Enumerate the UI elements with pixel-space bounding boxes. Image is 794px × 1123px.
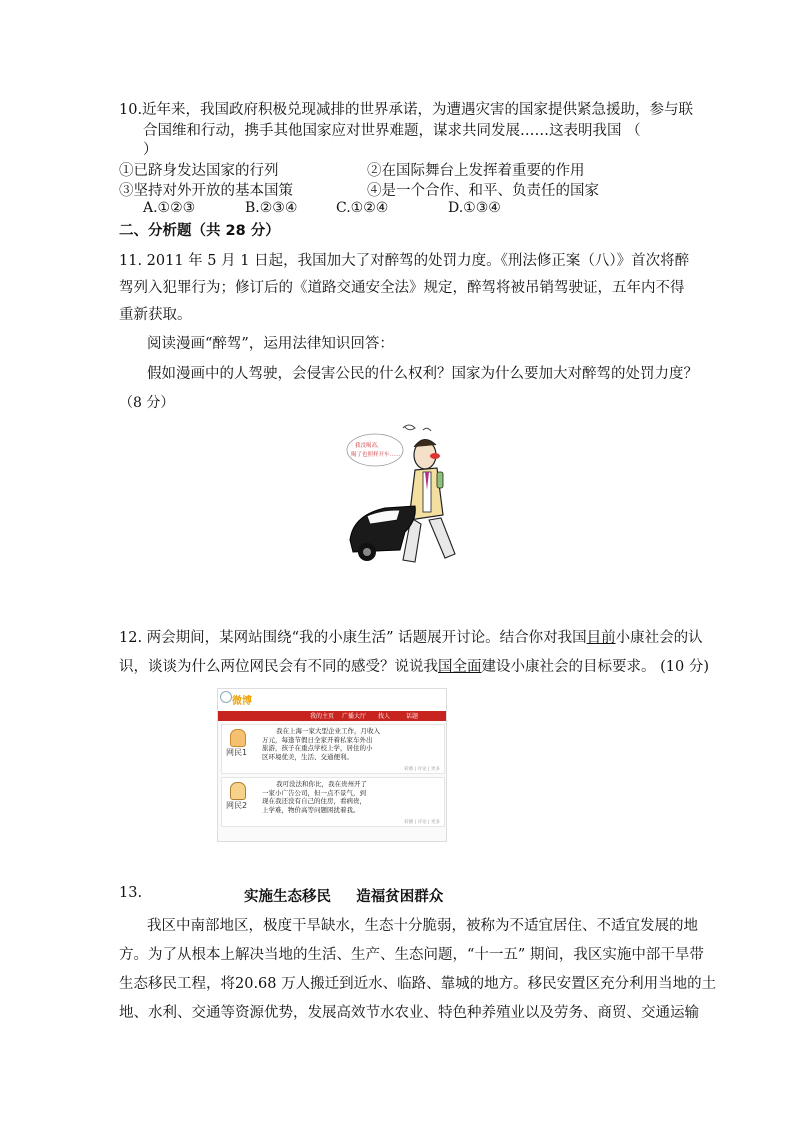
q12-line1-part-b: 小康社会的认 — [615, 630, 703, 646]
q10-option-1: ①已跻身发达国家的行列 — [119, 163, 279, 179]
post-1-line-4: 区环境优美，生活、交通便利。 — [262, 752, 353, 761]
bubble-text-1: 我没喝高， — [355, 443, 383, 449]
q13-line1: 我区中南部地区，极度干旱缺水，生态十分脆弱，被称为不适宜居住、不适宜发展的地 — [147, 918, 698, 934]
nav-hall[interactable]: 广播大厅 — [342, 713, 367, 720]
q10-option-3: ③坚持对外开放的基本国策 — [119, 183, 293, 199]
weibo-nav-bar — [218, 711, 446, 721]
q10-choice-d: D.①③④ — [448, 200, 501, 216]
post-1-line-1: 我在上海一家大型企业工作，月收入 — [276, 727, 380, 735]
weibo-eye-icon — [220, 691, 232, 703]
post-1-line-3: 旅游，孩子在重点学校上学，居住的小 — [262, 744, 373, 753]
q12-line1-part-a: 12. 两会期间，某网站围绕“我的小康生活” 话题展开讨论。结合你对我国 — [119, 630, 587, 646]
q12-line1 — [119, 626, 703, 647]
drunk-driving-cartoon — [345, 420, 475, 575]
nav-find[interactable]: 找人 — [378, 713, 391, 720]
q11-line6: （8 分） — [119, 395, 175, 411]
q13-line4: 地、水利、交通等资源优势，发展高效节水农业、特色种养殖业以及劳务、商贸、交通运输 — [119, 1005, 699, 1021]
q12-line1-underlined: 目前 — [586, 630, 616, 646]
q10-choice-b: B.②③④ — [245, 200, 298, 216]
q11-line4: 阅读漫画“醉驾”，运用法律知识回答： — [147, 336, 394, 352]
q12-line2-part-b: 建设小康社会的目标要求。 (10 分) — [481, 659, 709, 675]
weibo-header — [218, 689, 446, 711]
post-2-line-3: 现在我还没有自己的住房，看病贵， — [262, 797, 366, 806]
avatar-icon — [230, 782, 246, 800]
post-1-actions[interactable]: 转播 | 评论 | 更多 — [404, 767, 440, 772]
section-title: 二、分析题（共 28 分） — [119, 223, 280, 239]
avatar-icon — [230, 729, 246, 747]
q11-line2: 驾列入犯罪行为；修订后的《道路交通安全法》规定，醉驾将被吊销驾驶证，五年内不得 — [119, 280, 685, 296]
q10-option-2: ②在国际舞台上发挥着重要的作用 — [367, 163, 585, 179]
cartoon-illustration — [345, 420, 475, 575]
post-2-line-2: 一家小广告公司，但一点不景气，到 — [262, 788, 366, 797]
q12-line2 — [119, 655, 709, 676]
weibo-logo: 微博 — [232, 696, 252, 707]
user-1-name: 网民1 — [226, 748, 248, 757]
post-2-line-4: 上学难，物价高等问题困扰着我。 — [262, 805, 360, 814]
post-1-text — [262, 727, 380, 761]
q10-choice-a: A.①②③ — [143, 200, 196, 216]
post-2-text — [262, 780, 367, 814]
post-1-line-2: 万元，每逢节假日全家开着私家车外出 — [262, 735, 373, 744]
user-2-name: 网民2 — [226, 801, 248, 810]
q10-stem-line3: ） — [143, 142, 158, 158]
q11-line3: 重新获取。 — [119, 307, 192, 323]
q11-line5: 假如漫画中的人驾驶，会侵害公民的什么权利？国家为什么要加大对醉驾的处罚力度？ — [147, 366, 698, 382]
q11-line1: 11. 2011 年 5 月 1 日起，我国加大了对醉驾的处罚力度。《刑法修正案（八）》首次将醉 — [119, 253, 690, 269]
q13-line3: 生态移民工程，将20.68 万人搬迁到近水、临路、靠城的地方。移民安置区充分利用当地的土 — [119, 976, 717, 992]
weibo-post-1 — [221, 724, 445, 774]
q13-number: 13. — [119, 885, 143, 901]
q13-line2: 方。为了从根本上解决当地的生活、生产、生态问题，“十一五” 期间，我区实施中部干旱带 — [119, 947, 704, 963]
nav-topic[interactable]: 话题 — [406, 713, 419, 720]
q12-line2-underlined: 国全面 — [438, 659, 482, 675]
bubble-text-2: 喝了也照样开车…… — [351, 452, 401, 458]
q10-stem-line2: 合国维和行动，携手其他国家应对世界难题，谋求共同发展……这表明我国 （ — [143, 123, 641, 139]
q10-option-4: ④是一个合作、和平、负责任的国家 — [367, 183, 599, 199]
q12-line2-part-a: 识，谈谈为什么两位网民会有不同的感受？说说我 — [119, 659, 438, 675]
q13-title: 实施生态移民 造福贫困群众 — [244, 889, 444, 905]
weibo-screenshot — [217, 688, 447, 842]
post-2-actions[interactable]: 转播 | 评论 | 更多 — [404, 820, 440, 825]
q10-choice-c: C.①②④ — [336, 200, 389, 216]
nav-home[interactable]: 我的主页 — [310, 713, 335, 720]
weibo-post-2 — [221, 777, 445, 827]
q10-stem-line1: 10.近年来，我国政府积极兑现减排的世界承诺，为遭遇灾害的国家提供紧急援助，参与联 — [119, 102, 694, 118]
post-2-line-1: 我可没法和你比，我在贵州开了 — [276, 780, 367, 788]
